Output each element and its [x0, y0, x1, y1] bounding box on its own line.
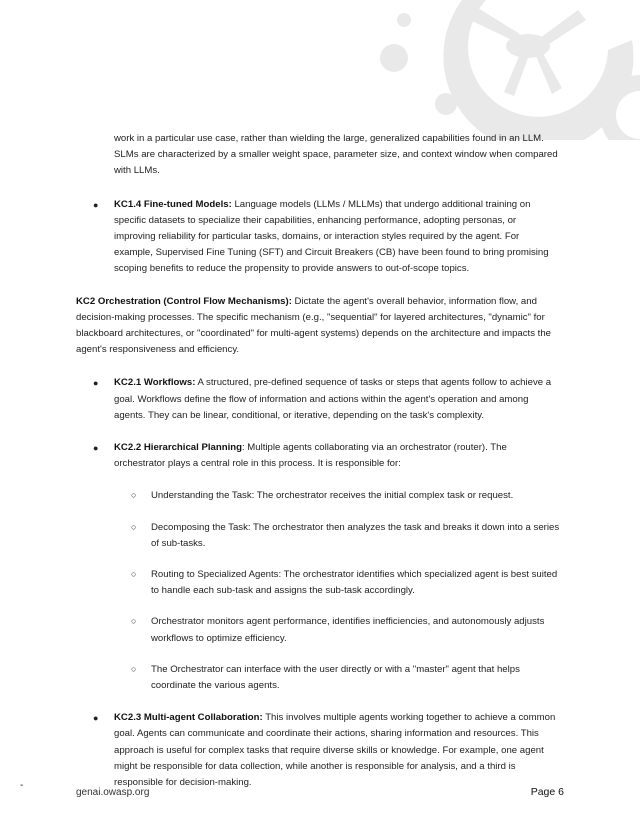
list-item-kc1-4 [76, 197, 560, 278]
kc2-2-text: : Multiple agents collaborating via an orchestrator (router). The orchestrator plays a central role in this process. It is responsible for: [114, 442, 507, 470]
document-body [76, 131, 560, 791]
kc2-3-text: This involves multiple agents working together to achieve a common goal. Agents can communicate and coordinate their actions, sharing information and resources. This approach is useful for complex tasks that require diverse skills or knowledge. For example, one agent might be responsible for data collection, while another is responsible for analysis, and a third is responsible for decision-making. [114, 712, 556, 789]
hollow-bullet-icon: ○ [131, 569, 137, 580]
sub-list-item [76, 488, 560, 504]
kc2-1-title: KC2.1 Workflows: [114, 377, 196, 389]
hollow-bullet-icon: ○ [131, 616, 137, 627]
page-number: Page 6 [530, 786, 564, 798]
hollow-bullet-icon: ○ [131, 521, 137, 532]
paragraph-kc2 [76, 294, 560, 359]
list-item-kc2-3 [76, 710, 560, 791]
kc2-title: KC2 Orchestration (Control Flow Mechanisms): [76, 295, 292, 307]
sub-list-item-text: The Orchestrator can interface with the user directly or with a "master" agent that helps coordinate the various agents. [151, 663, 520, 692]
paragraph-slm-continuation: work in a particular use case, rather than wielding the large, generalized capabilities found in an LLM. SLMs are characterized by a smaller weight space, parameter size, and context window when compared with LLMs. [114, 133, 558, 177]
bullet-icon: ● [93, 443, 99, 454]
kc2-text: Dictate the agent's overall behavior, information flow, and decision-making processes. The specific mechanism (e.g., "sequential" for layered architectures, "dynamic" for blackboard architectures, or "coordinated" for multi-agent systems) depends on the architecture and impacts the agent's responsiveness and efficiency. [76, 295, 552, 356]
list-item-kc2-2 [76, 440, 560, 472]
kc2-1-text: A structured, pre-defined sequence of tasks or steps that agents follow to achieve a goal. Workflows define the flow of information and actions within the agent's operation and among agents. They can be linear, conditional, or iterative, depending on the task's complexity. [114, 377, 552, 421]
sub-list-item [76, 567, 560, 599]
list-item-kc2-1 [76, 375, 560, 424]
sub-list-item-text: Routing to Specialized Agents: The orchestrator identifies which specialized agent is best suited to handle each sub-task and assigns the sub-task accordingly. [151, 569, 558, 597]
sub-list-item [76, 520, 560, 552]
bullet-icon: ● [93, 713, 99, 724]
kc2-3-title: KC2.3 Multi-agent Collaboration: [114, 712, 263, 724]
bullet-icon: ● [93, 378, 99, 389]
sub-list-item-text: Decomposing the Task: The orchestrator then analyzes the task and breaks it down into a series of sub-tasks. [151, 521, 560, 549]
kc1-4-text: Language models (LLMs / MLLMs) that undergo additional training on specific datasets to specialize their capabilities, enhancing performance, adopting personas, or improving reliability for particular tasks, domains, or interaction styles required by the agent. For example, Supervised Fine Tuning (SFT) and Circuit Breakers (CB) have been found to bring promising scoping benefits to reduce the propensity to provide answers to out-of-scope topics. [114, 198, 549, 275]
kc1-4-title: KC1.4 Fine-tuned Models: [114, 198, 232, 210]
footer-url: genai.owasp.org [76, 787, 150, 798]
kc2-2-title: KC2.2 Hierarchical Planning [114, 442, 242, 454]
bullet-icon: ● [93, 199, 99, 210]
sub-list-item-text: Orchestrator monitors agent performance, identifies inefficiencies, and autonomously adjusts workflows to optimize efficiency. [151, 616, 545, 644]
owasp-wasp-logo-icon [0, 0, 640, 140]
sub-list-item [76, 614, 560, 646]
sub-list-item-text: Understanding the Task: The orchestrator receives the initial complex task or request. [151, 490, 514, 502]
footer-dash: - [20, 780, 24, 791]
hollow-bullet-icon: ○ [131, 490, 137, 501]
hollow-bullet-icon: ○ [131, 663, 137, 674]
sub-list-item [76, 662, 560, 694]
